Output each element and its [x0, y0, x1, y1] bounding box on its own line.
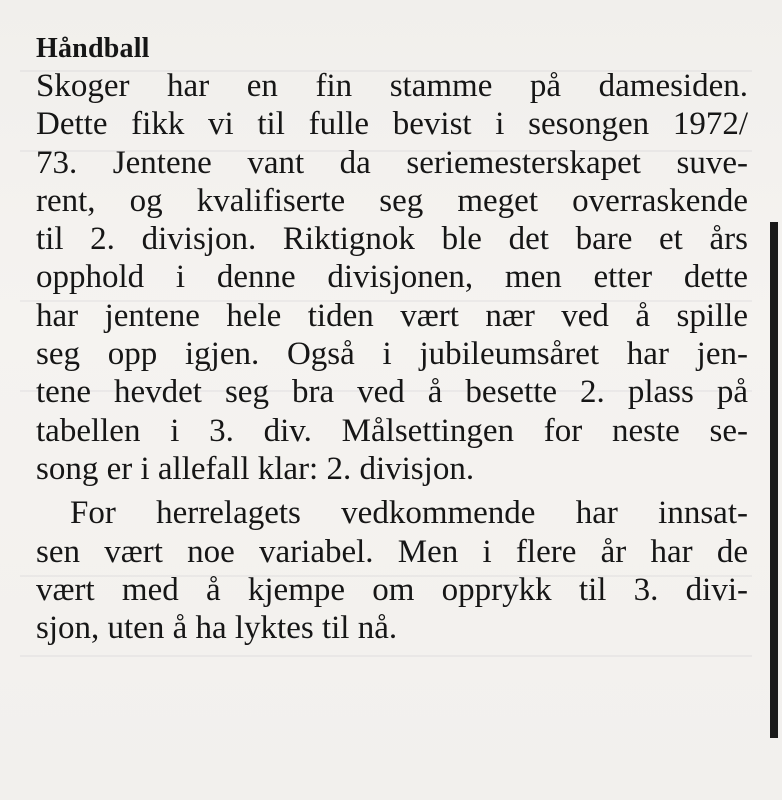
text-line: har jentene hele tiden vært nær ved å spille	[36, 297, 748, 334]
article	[36, 32, 748, 647]
text-line: Skoger har en fin stamme på damesiden.	[36, 68, 748, 104]
text-line: vært med å kjempe om opprykk til 3. divi-	[36, 571, 748, 608]
text-line: rent, og kvalifiserte seg meget overraskende	[36, 182, 748, 219]
bleed-through-line	[20, 655, 752, 657]
column-rule	[770, 222, 778, 738]
text-line: For herrelagets vedkommende har innsat-	[70, 495, 748, 532]
text-line: til 2. divisjon. Riktignok ble det bare et års	[36, 221, 748, 258]
text-line: 73. Jentene vant da seriemesterskapet suve-	[36, 144, 748, 181]
article-heading: Håndball	[36, 33, 150, 64]
paragraph-herrelaget	[36, 494, 748, 647]
text-line: tene hevdet seg bra ved å besette 2. plass på	[36, 374, 748, 411]
text-line: opphold i denne divisjonen, men etter dette	[36, 259, 748, 296]
text-line: sjon, uten å ha lyktes til nå.	[36, 610, 398, 647]
paragraph-damesiden	[36, 67, 748, 488]
text-line: Dette fikk vi til fulle bevist i sesongen 1972/	[36, 106, 748, 143]
text-line: song er i allefall klar: 2. divisjon.	[36, 450, 475, 487]
text-line: sen vært noe variabel. Men i flere år har de	[36, 533, 748, 570]
text-line: tabellen i 3. div. Målsettingen for neste se-	[36, 412, 748, 449]
text-line: seg opp igjen. Også i jubileumsåret har jen-	[36, 336, 748, 373]
